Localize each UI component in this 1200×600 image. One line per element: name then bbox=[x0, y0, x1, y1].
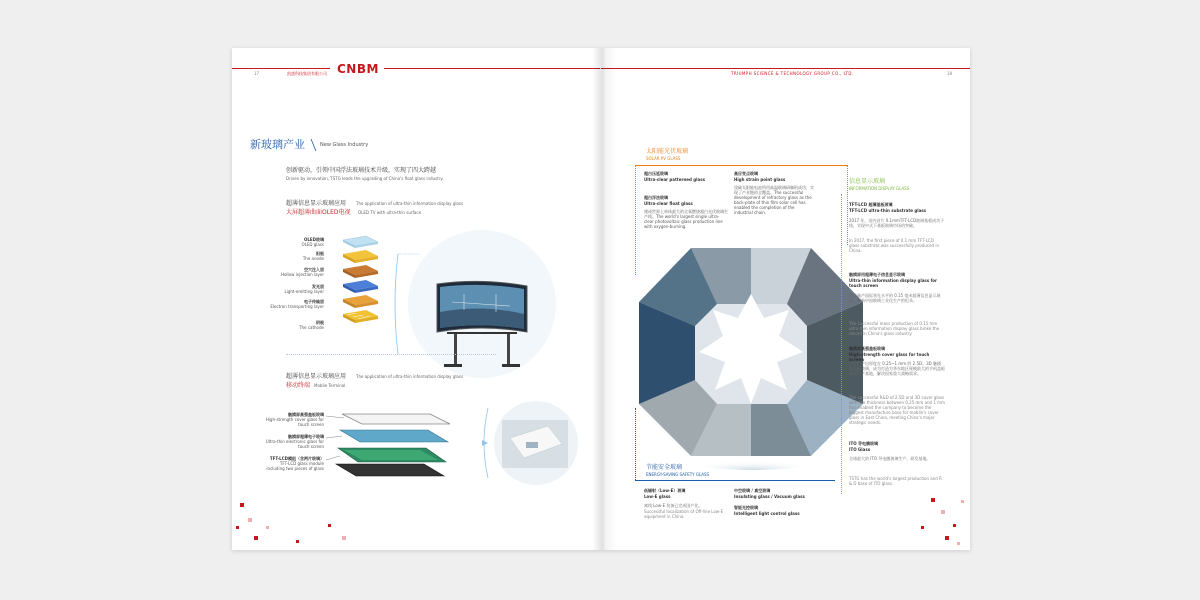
mobile-subheading-en: Mobile Terminal bbox=[314, 383, 346, 388]
solar-item-title-en: High strain point glass bbox=[734, 177, 786, 182]
display-item-desc-en: The successful mass production of 0.15 mm ultra-thin information display glass broke the record in China's glass industry. bbox=[849, 321, 940, 336]
layer-lcd-module bbox=[338, 448, 446, 462]
display-item-desc: 2017 年，国内首片 0.1mmTFT-LCD玻璃基板成功下线，实现中式下基板玻璃市场的突破。 bbox=[849, 218, 945, 228]
energy-item-title-en: Insulating glass / Vacuum glass bbox=[734, 494, 805, 499]
intro-en: Driven by innovation, TSTG leads the upgrading of China's float glass industry. bbox=[286, 176, 444, 181]
layer-cathode bbox=[343, 310, 378, 323]
solar-item-title-en: Ultra-clear float glass bbox=[644, 201, 693, 206]
layer-label-en: Electron transporting layer bbox=[270, 304, 324, 309]
solar-title: 太阳能光伏玻璃 bbox=[646, 148, 689, 155]
energy-item-title: 低辐射（Low-E）玻璃 bbox=[644, 488, 686, 493]
display-item-desc: 成功量产国际领先水平的 0.15 毫米超薄信息显示玻璃，刷新中国玻璃工业化生产的纪录。 bbox=[849, 293, 941, 303]
display-item-title-en: High-strength cover glass for touch screen bbox=[849, 352, 930, 362]
mobile-heading: 超薄信息显示玻璃应用 bbox=[286, 373, 347, 380]
solar-title-en: SOLAR PV GLASS bbox=[646, 156, 681, 161]
layer-label-en: Ultra-thin electronic glass for touch screen bbox=[265, 439, 324, 449]
layer-label: 发光层 bbox=[312, 284, 324, 289]
energy-item-desc-en: Successful localization of Off-line Low-E equipment in China. bbox=[644, 509, 724, 519]
layer-label: 阴极 bbox=[316, 320, 324, 325]
display-vertical-line bbox=[841, 194, 842, 494]
mobile-subheading: 移动终端 bbox=[286, 382, 311, 389]
layer-label: 阳极 bbox=[316, 251, 324, 256]
display-item-desc-en: In 2017, the first piece of 0.1 mm TFT-LCD glass substrate was successfully produced in China. bbox=[849, 238, 940, 253]
display-item-title-en: TFT-LCD ultra-thin substrate glass bbox=[849, 208, 927, 213]
oled-subheading-en: OLED TV with ultra-thin surface bbox=[358, 210, 422, 215]
energy-item-title: 中空玻璃 / 真空玻璃 bbox=[734, 488, 771, 493]
display-title: 信息显示玻璃 bbox=[849, 178, 886, 185]
solar-item-desc: 攻破太阳能电池所用高温玻璃研制机成功，实现了产业链的全覆盖。The successful development of refractory glass as the back-plate of thin film solar cell has enabled the completion of the industrial chain. bbox=[734, 185, 814, 215]
photo-collage-octagon bbox=[631, 244, 871, 474]
energy-title-en: ENERGY-SAVING SAFETY GLASS bbox=[646, 472, 710, 477]
solar-vertical-line bbox=[847, 165, 848, 245]
section-title: 新玻璃产业 bbox=[250, 138, 305, 151]
display-item-desc: 全球最大的 ITO 导电膜玻璃生产、研发基地。 bbox=[849, 456, 931, 461]
layer-label-en: Hollow injection layer bbox=[280, 272, 324, 277]
solar-item-desc: 建成世界上单体最大的全氧燃烧超白光伏玻璃生产线。The world's largest single ultra-clear photovoltaic glass production line with oxygen-burning. bbox=[644, 209, 728, 229]
display-title-en: INFORMATION DISPLAY GLASS bbox=[849, 186, 910, 191]
display-item-title-en: Ultra-thin information display glass for touch screen bbox=[849, 278, 938, 288]
solar-rule bbox=[635, 165, 847, 166]
display-item-title: 触摸屏用超薄电子信息显示玻璃 bbox=[849, 272, 905, 277]
section-title-en: New Glass Industry bbox=[320, 142, 369, 148]
company-name-cn: 凯盛科技集团有限公司 bbox=[287, 71, 327, 76]
layer-label: 电子传输层 bbox=[304, 299, 324, 304]
page-number: 18 bbox=[947, 71, 953, 76]
layer-anode bbox=[343, 250, 378, 263]
oled-heading-en: The application of ultra-thin information display glass bbox=[356, 201, 464, 206]
section-divider bbox=[286, 354, 496, 355]
solar-item-title: 超白压延玻璃 bbox=[644, 171, 668, 176]
brochure-spread bbox=[232, 48, 970, 550]
solar-item-title: 高应变点玻璃 bbox=[734, 171, 758, 176]
oled-layer-stack bbox=[328, 232, 388, 332]
layer-label: 触摸屏高强盖板玻璃 bbox=[288, 412, 324, 417]
layer-label-en: The anode bbox=[302, 256, 324, 261]
layer-label-en: OLED glass bbox=[301, 242, 324, 247]
page-number: 17 bbox=[254, 71, 260, 76]
oled-heading: 超薄信息显示玻璃应用 bbox=[286, 200, 347, 207]
layer-label: 触摸屏超薄电子玻璃 bbox=[288, 434, 324, 439]
display-item-title: ITO 导电膜玻璃 bbox=[849, 441, 879, 446]
solar-item-title: 超白浮法玻璃 bbox=[644, 195, 668, 200]
header-rule bbox=[384, 68, 600, 69]
solar-item-title-en: Ultra-clear patterned glass bbox=[644, 177, 705, 182]
layer-cover-glass bbox=[342, 414, 450, 424]
layer-base bbox=[336, 464, 444, 476]
display-item-title-en: ITO Glass bbox=[849, 447, 871, 452]
intro-cn: 创新驱动，引领中国浮法玻璃技术升级，实现了四大跨越 bbox=[286, 167, 437, 174]
energy-item-desc: 离线 Low-E 装备已完成国产化。 bbox=[644, 503, 703, 508]
oled-tv-illustration bbox=[392, 224, 600, 384]
title-slash bbox=[310, 138, 318, 152]
layer-label-en: TFT-LCD glass module including two pieces of glass bbox=[266, 461, 324, 471]
layer-emitting bbox=[343, 280, 378, 293]
energy-item-title-en: Low-E glass bbox=[644, 494, 671, 499]
header-rule bbox=[232, 68, 330, 69]
layer-touch-glass bbox=[340, 430, 448, 442]
company-name-en: TRIUMPH SCIENCE & TECHNOLOGY GROUP CO., LTD. bbox=[731, 71, 854, 76]
display-item-title: TFT-LCD 超薄基板玻璃 bbox=[849, 202, 893, 207]
layer-label-en: The cathode bbox=[299, 325, 324, 330]
layer-hole-injection bbox=[343, 265, 378, 278]
energy-item-title: 智能光控玻璃 bbox=[734, 505, 758, 510]
energy-title: 节能安全玻璃 bbox=[646, 464, 683, 471]
energy-vertical-line bbox=[635, 408, 636, 480]
header-rule bbox=[601, 68, 970, 69]
oled-subheading: 大屏超薄曲面OLED电视 bbox=[286, 209, 351, 216]
layer-label-en: Light-emitting layer bbox=[284, 289, 324, 294]
display-item-desc: 研发生产出厚度在 0.25~1 mm 的 2.5D、3D 触摸屏盖板玻璃，成为打造为华东地区规模最大的手机盖板玻璃生产基地，解决国家重大战略需求。 bbox=[849, 361, 945, 376]
display-item-desc-en: TSTG has the world's largest production and R & D base of ITO glass. bbox=[849, 476, 942, 486]
layer-electron-transport bbox=[343, 295, 378, 308]
layer-glass bbox=[343, 236, 378, 248]
mobile-heading-en: The application of ultra-thin information display glass bbox=[356, 374, 464, 379]
display-item-title: 触摸屏高强盖板玻璃 bbox=[849, 346, 885, 351]
layer-label: 空穴注入层 bbox=[304, 267, 324, 272]
mobile-layer-stack bbox=[322, 402, 482, 482]
mobile-illustration bbox=[474, 398, 600, 488]
left-page bbox=[232, 48, 600, 550]
layer-label: OLED玻璃 bbox=[303, 237, 324, 242]
layer-label: TFT-LCD模组（含两片玻璃） bbox=[269, 456, 324, 461]
right-page bbox=[601, 48, 970, 550]
display-item-desc-en: The successful R&D of 2.5D and 3D cover glass with the thickness between 0.25 mm and 1 mm has enabled the company to become the biggest manufacture base for mobile's cover glass in East China, meeting China's major strategic needs. bbox=[849, 395, 945, 425]
energy-rule bbox=[635, 480, 835, 481]
brand-logo: CNBM bbox=[337, 62, 379, 76]
layer-label-en: High-strength cover glass for touch screen bbox=[265, 417, 324, 427]
energy-item-title-en: Intelligent light control glass bbox=[734, 511, 800, 516]
